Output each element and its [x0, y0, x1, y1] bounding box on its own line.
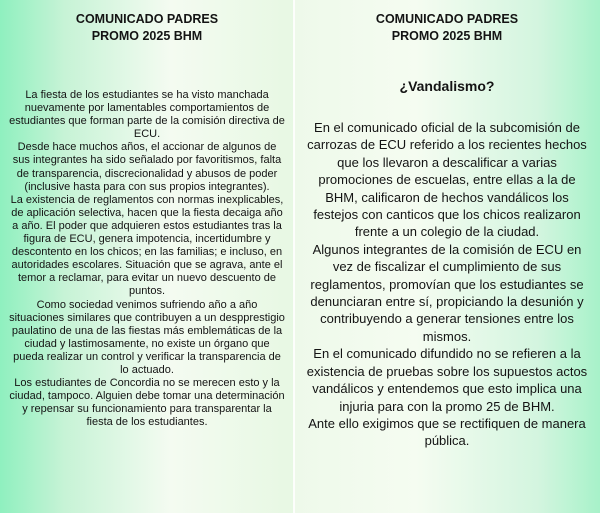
left-panel-body	[8, 89, 286, 429]
vandalismo-subheading: ¿Vandalismo?	[399, 78, 495, 94]
left-paragraph-3: La existencia de reglamentos con normas inexplicables, de aplicación selectiva, hacen que la fiesta decaiga año a año. El poder que adquieren estos estudiantes tras la figura de ECU, genera impotencia, incertidumbre y descontento en los chicos; en las familias; e incluso, en autoridades escolares. Situación que se agrava, ante el temor a reclamar, para evitar un nuevo descuento de puntos.	[10, 193, 284, 298]
left-panel-header: COMUNICADO PADRES PROMO 2025 BHM	[75, 12, 219, 43]
left-paragraph-1: La fiesta de los estudiantes se ha visto manchada nuevamente por lamentables comportamientos de estudiantes que forman parte de la comisión directiva de ECU.	[9, 89, 285, 141]
right-paragraph-4: Ante ello exigimos que se rectifiquen de manera pública.	[308, 415, 586, 449]
left-paragraph-5: Los estudiantes de Concordia no se merecen esto y la ciudad, tampoco. Alguien debe tomar una determinación y repensar su funcionamiento para transparentar la fiesta de los estudiantes.	[9, 377, 285, 429]
right-panel-header: COMUNICADO PADRES PROMO 2025 BHM	[375, 12, 519, 43]
right-paragraph-3: En el comunicado difundido no se refieren a la existencia de pruebas sobre los supuestos actos vandálicos y entendemos que esto implica una injuria para con la promo 25 de BHM.	[306, 346, 588, 414]
left-panel	[0, 0, 294, 513]
right-paragraph-2: Algunos integrantes de la comisión de ECU en vez de fiscalizar el cumplimiento de sus reglamentos, promovían que los estudiantes se denunciaran entre sí, propiciando la desunión y contribuyendo a generar tensiones entre los mismos.	[310, 241, 584, 344]
left-paragraph-2: Desde hace muchos años, el accionar de algunos de sus integrantes ha sido señalado por favoritismos, falta de transparencia, discrecionalidad y abusos de poder (inclusive hasta para con sus propios integrantes).	[12, 141, 282, 193]
panel-divider	[293, 0, 295, 513]
right-panel-body	[302, 119, 592, 450]
left-paragraph-4: Como sociedad venimos sufriendo año a año situaciones similares que contribuyen a un despprestigio paulatino de una de las fiestas más emblemáticas de la ciudad y lastimosamente, no existe un órgano que pueda realizar un control y verificar la transparencia de lo actuado.	[9, 298, 285, 376]
right-paragraph-1: En el comunicado oficial de la subcomisión de carrozas de ECU referido a los recientes hechos que los llevaron a descalificar a varias promociones de escuelas, entre ellas a la de BHM, calificaron de hechos vandálicos los festejos con canticos que los chicos realizaron frente a un colegio de la ciudad.	[307, 120, 587, 240]
right-panel	[294, 0, 600, 513]
